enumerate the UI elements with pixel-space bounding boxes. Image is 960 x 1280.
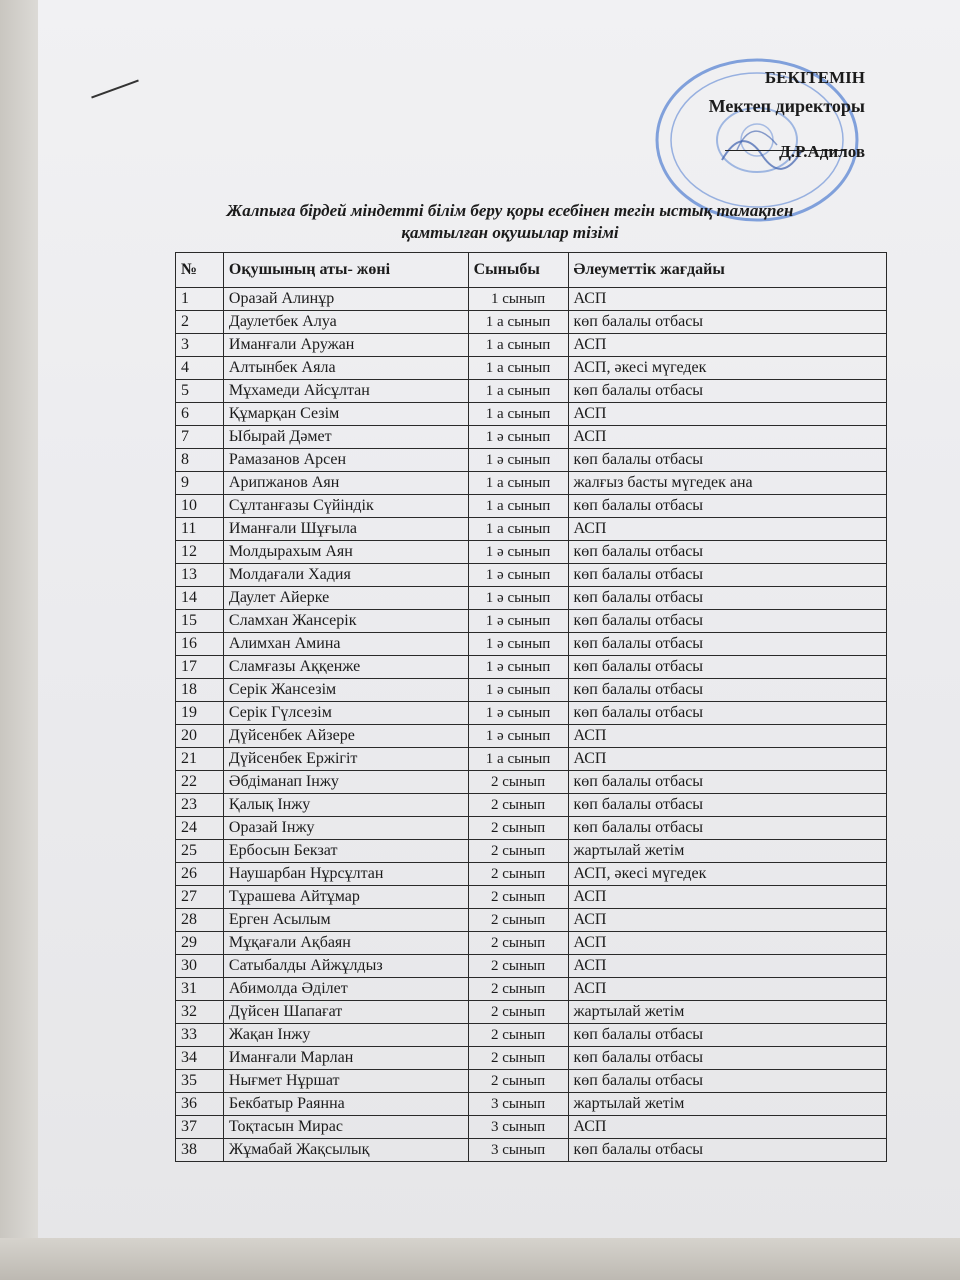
header-number: № xyxy=(176,253,224,288)
cell-class: 1 ә сынып xyxy=(468,564,568,587)
cell-class: 2 сынып xyxy=(468,909,568,932)
cell-status: көп балалы отбасы xyxy=(568,564,887,587)
cell-class: 1 сынып xyxy=(468,288,568,311)
cell-number: 20 xyxy=(176,725,224,748)
table-row xyxy=(176,1001,887,1024)
cell-class: 2 сынып xyxy=(468,1024,568,1047)
table-row xyxy=(176,656,887,679)
cell-class: 1 ә сынып xyxy=(468,633,568,656)
header-status: Әлеуметтік жағдайы xyxy=(568,253,887,288)
cell-class: 1 ә сынып xyxy=(468,541,568,564)
cell-name: Жақан Інжу xyxy=(223,1024,468,1047)
table-row xyxy=(176,679,887,702)
cell-number: 36 xyxy=(176,1093,224,1116)
table-row xyxy=(176,403,887,426)
cell-number: 15 xyxy=(176,610,224,633)
cell-status: көп балалы отбасы xyxy=(568,794,887,817)
cell-class: 1 а сынып xyxy=(468,311,568,334)
cell-status: АСП, әкесі мүгедек xyxy=(568,357,887,380)
cell-class: 2 сынып xyxy=(468,817,568,840)
table-row xyxy=(176,472,887,495)
approval-block xyxy=(605,66,865,164)
table-row xyxy=(176,817,887,840)
cell-number: 19 xyxy=(176,702,224,725)
cell-status: көп балалы отбасы xyxy=(568,311,887,334)
cell-number: 34 xyxy=(176,1047,224,1070)
table-row xyxy=(176,541,887,564)
table-row xyxy=(176,426,887,449)
cell-class: 1 а сынып xyxy=(468,518,568,541)
table-row xyxy=(176,288,887,311)
cell-status: көп балалы отбасы xyxy=(568,541,887,564)
cell-name: Иманғали Шұғыла xyxy=(223,518,468,541)
cell-name: Ербосын Бекзат xyxy=(223,840,468,863)
document-title xyxy=(160,200,860,244)
table-row xyxy=(176,610,887,633)
cell-status: көп балалы отбасы xyxy=(568,380,887,403)
header-class: Сыныбы xyxy=(468,253,568,288)
cell-number: 7 xyxy=(176,426,224,449)
cell-status: көп балалы отбасы xyxy=(568,817,887,840)
cell-class: 1 а сынып xyxy=(468,748,568,771)
cell-name: Тұрашева Айтұмар xyxy=(223,886,468,909)
cell-class: 1 ә сынып xyxy=(468,702,568,725)
cell-status: көп балалы отбасы xyxy=(568,1139,887,1162)
cell-class: 2 сынып xyxy=(468,1001,568,1024)
cell-class: 2 сынып xyxy=(468,1047,568,1070)
table-row xyxy=(176,978,887,1001)
cell-number: 22 xyxy=(176,771,224,794)
title-line-2: қамтылған оқушылар тізімі xyxy=(401,223,619,242)
table-row xyxy=(176,702,887,725)
cell-number: 30 xyxy=(176,955,224,978)
table-row xyxy=(176,587,887,610)
cell-number: 2 xyxy=(176,311,224,334)
table-row xyxy=(176,1093,887,1116)
cell-class: 2 сынып xyxy=(468,863,568,886)
cell-status: АСП xyxy=(568,1116,887,1139)
table-row xyxy=(176,771,887,794)
cell-name: Дүйсен Шапағат xyxy=(223,1001,468,1024)
cell-name: Жұмабай Жақсылық xyxy=(223,1139,468,1162)
cell-name: Сламғазы Аққенже xyxy=(223,656,468,679)
cell-status: жартылай жетім xyxy=(568,1093,887,1116)
table-row xyxy=(176,1070,887,1093)
header-name: Оқушының аты- жөні xyxy=(223,253,468,288)
cell-number: 16 xyxy=(176,633,224,656)
cell-number: 8 xyxy=(176,449,224,472)
background-edge xyxy=(0,0,38,1280)
cell-number: 6 xyxy=(176,403,224,426)
table-row xyxy=(176,1024,887,1047)
cell-class: 1 ә сынып xyxy=(468,656,568,679)
cell-name: Бекбатыр Раянна xyxy=(223,1093,468,1116)
cell-status: жалғыз басты мүгедек ана xyxy=(568,472,887,495)
cell-class: 3 сынып xyxy=(468,1093,568,1116)
table-row xyxy=(176,725,887,748)
cell-status: АСП xyxy=(568,886,887,909)
cell-status: АСП xyxy=(568,955,887,978)
cell-number: 18 xyxy=(176,679,224,702)
cell-name: Серік Жансезім xyxy=(223,679,468,702)
cell-status: АСП xyxy=(568,334,887,357)
director-title: Мектеп директоры xyxy=(708,96,865,116)
cell-name: Молдағали Хадия xyxy=(223,564,468,587)
cell-number: 13 xyxy=(176,564,224,587)
cell-number: 31 xyxy=(176,978,224,1001)
cell-name: Абимолда Әділет xyxy=(223,978,468,1001)
cell-class: 1 ә сынып xyxy=(468,679,568,702)
cell-name: Мұқағали Ақбаян xyxy=(223,932,468,955)
table-row xyxy=(176,909,887,932)
cell-status: көп балалы отбасы xyxy=(568,495,887,518)
cell-number: 38 xyxy=(176,1139,224,1162)
cell-status: АСП xyxy=(568,748,887,771)
table-row xyxy=(176,518,887,541)
cell-status: көп балалы отбасы xyxy=(568,1024,887,1047)
cell-name: Әбдіманап Інжу xyxy=(223,771,468,794)
cell-status: жартылай жетім xyxy=(568,1001,887,1024)
cell-status: көп балалы отбасы xyxy=(568,1070,887,1093)
cell-status: көп балалы отбасы xyxy=(568,587,887,610)
students-table xyxy=(175,252,887,1162)
cell-number: 3 xyxy=(176,334,224,357)
cell-class: 1 а сынып xyxy=(468,495,568,518)
table-row xyxy=(176,380,887,403)
director-name: Д.Р.Адилов xyxy=(779,142,865,161)
cell-class: 2 сынып xyxy=(468,1070,568,1093)
cell-name: Дүйсенбек Ержігіт xyxy=(223,748,468,771)
cell-number: 28 xyxy=(176,909,224,932)
cell-number: 17 xyxy=(176,656,224,679)
cell-number: 32 xyxy=(176,1001,224,1024)
cell-status: АСП xyxy=(568,932,887,955)
cell-status: көп балалы отбасы xyxy=(568,1047,887,1070)
cell-class: 2 сынып xyxy=(468,932,568,955)
cell-status: АСП, әкесі мүгедек xyxy=(568,863,887,886)
table-row xyxy=(176,633,887,656)
cell-name: Иманғали Аружан xyxy=(223,334,468,357)
cell-name: Сұлтанғазы Сүйіндік xyxy=(223,495,468,518)
cell-name: Алтынбек Аяла xyxy=(223,357,468,380)
cell-name: Тоқтасын Мирас xyxy=(223,1116,468,1139)
cell-number: 37 xyxy=(176,1116,224,1139)
table-row xyxy=(176,1116,887,1139)
cell-number: 12 xyxy=(176,541,224,564)
table-row xyxy=(176,794,887,817)
table-row xyxy=(176,932,887,955)
table-row xyxy=(176,886,887,909)
cell-name: Сатыбалды Айжұлдыз xyxy=(223,955,468,978)
table-row xyxy=(176,863,887,886)
cell-class: 2 сынып xyxy=(468,840,568,863)
table-header-row xyxy=(176,253,887,288)
cell-status: АСП xyxy=(568,288,887,311)
cell-name: Ерген Асылым xyxy=(223,909,468,932)
cell-number: 5 xyxy=(176,380,224,403)
cell-status: АСП xyxy=(568,518,887,541)
cell-class: 3 сынып xyxy=(468,1139,568,1162)
cell-number: 1 xyxy=(176,288,224,311)
cell-number: 26 xyxy=(176,863,224,886)
cell-name: Қалық Інжу xyxy=(223,794,468,817)
cell-status: АСП xyxy=(568,403,887,426)
cell-status: жартылай жетім xyxy=(568,840,887,863)
cell-name: Мұхамеди Айсұлтан xyxy=(223,380,468,403)
title-line-1: Жалпыға бірдей міндетті білім беру қоры есебінен тегін ыстық тамақпен xyxy=(226,201,794,220)
cell-name: Оразай Алинұр xyxy=(223,288,468,311)
cell-class: 1 а сынып xyxy=(468,334,568,357)
cell-name: Иманғали Марлан xyxy=(223,1047,468,1070)
cell-number: 23 xyxy=(176,794,224,817)
cell-number: 33 xyxy=(176,1024,224,1047)
cell-number: 24 xyxy=(176,817,224,840)
cell-name: Сламхан Жансерік xyxy=(223,610,468,633)
cell-class: 3 сынып xyxy=(468,1116,568,1139)
cell-status: АСП xyxy=(568,725,887,748)
cell-class: 1 ә сынып xyxy=(468,587,568,610)
cell-status: АСП xyxy=(568,426,887,449)
cell-status: көп балалы отбасы xyxy=(568,656,887,679)
cell-class: 2 сынып xyxy=(468,771,568,794)
cell-status: көп балалы отбасы xyxy=(568,610,887,633)
cell-name: Дүйсенбек Айзере xyxy=(223,725,468,748)
table-row xyxy=(176,1047,887,1070)
table-row xyxy=(176,495,887,518)
cell-name: Құмарқан Сезім xyxy=(223,403,468,426)
cell-status: көп балалы отбасы xyxy=(568,449,887,472)
cell-status: көп балалы отбасы xyxy=(568,633,887,656)
cell-status: көп балалы отбасы xyxy=(568,771,887,794)
table-row xyxy=(176,449,887,472)
cell-class: 2 сынып xyxy=(468,955,568,978)
table-row xyxy=(176,1139,887,1162)
cell-name: Даулет Айерке xyxy=(223,587,468,610)
cell-status: көп балалы отбасы xyxy=(568,702,887,725)
cell-class: 1 а сынып xyxy=(468,472,568,495)
cell-class: 1 ә сынып xyxy=(468,610,568,633)
table-row xyxy=(176,564,887,587)
cell-class: 1 а сынып xyxy=(468,403,568,426)
cell-name: Ыбырай Дәмет xyxy=(223,426,468,449)
cell-class: 2 сынып xyxy=(468,794,568,817)
table-row xyxy=(176,311,887,334)
table-row xyxy=(176,357,887,380)
cell-number: 29 xyxy=(176,932,224,955)
cell-number: 4 xyxy=(176,357,224,380)
cell-number: 25 xyxy=(176,840,224,863)
cell-status: АСП xyxy=(568,978,887,1001)
background-floor xyxy=(0,1238,960,1280)
cell-name: Нығмет Нұршат xyxy=(223,1070,468,1093)
cell-class: 1 а сынып xyxy=(468,380,568,403)
cell-number: 21 xyxy=(176,748,224,771)
cell-name: Серік Гүлсезім xyxy=(223,702,468,725)
table-row xyxy=(176,955,887,978)
cell-class: 2 сынып xyxy=(468,978,568,1001)
cell-status: АСП xyxy=(568,909,887,932)
cell-number: 9 xyxy=(176,472,224,495)
cell-name: Оразай Інжу xyxy=(223,817,468,840)
cell-number: 35 xyxy=(176,1070,224,1093)
cell-class: 1 ә сынып xyxy=(468,426,568,449)
pen-mark xyxy=(91,80,139,99)
cell-name: Наушарбан Нұрсұлтан xyxy=(223,863,468,886)
cell-class: 1 а сынып xyxy=(468,357,568,380)
cell-number: 11 xyxy=(176,518,224,541)
cell-name: Алимхан Амина xyxy=(223,633,468,656)
table-row xyxy=(176,840,887,863)
cell-name: Даулетбек Алуа xyxy=(223,311,468,334)
table-row xyxy=(176,748,887,771)
approval-heading: БЕКІТЕМІН xyxy=(764,68,865,87)
cell-class: 2 сынып xyxy=(468,886,568,909)
cell-class: 1 ә сынып xyxy=(468,725,568,748)
cell-number: 27 xyxy=(176,886,224,909)
cell-name: Молдырахым Аян xyxy=(223,541,468,564)
cell-class: 1 ә сынып xyxy=(468,449,568,472)
table-row xyxy=(176,334,887,357)
cell-status: көп балалы отбасы xyxy=(568,679,887,702)
cell-number: 10 xyxy=(176,495,224,518)
cell-name: Рамазанов Арсен xyxy=(223,449,468,472)
cell-name: Арипжанов Аян xyxy=(223,472,468,495)
cell-number: 14 xyxy=(176,587,224,610)
